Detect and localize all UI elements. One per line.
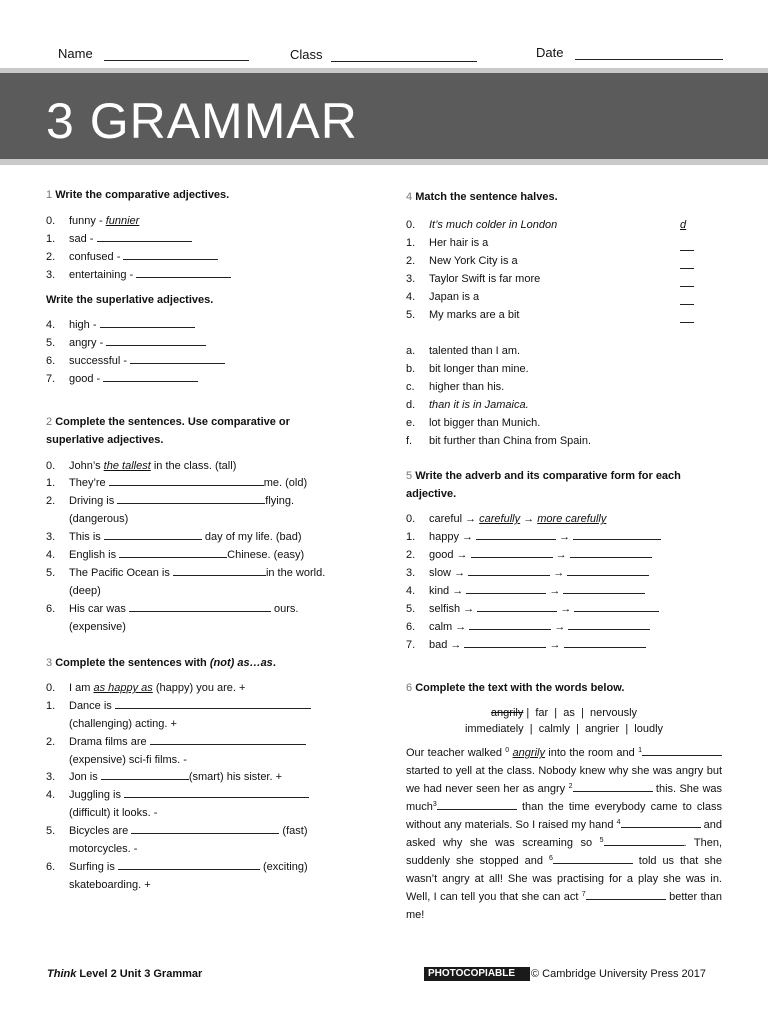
list-item: 1. happy → →: [406, 528, 661, 546]
arrow-icon: →: [454, 567, 466, 579]
ex6-instruction: 6 Complete the text with the words below.: [406, 682, 625, 694]
answer-blank[interactable]: [136, 267, 231, 278]
answer-blank[interactable]: [119, 547, 227, 558]
example-answer: carefully: [479, 513, 521, 525]
answer-blank[interactable]: [680, 258, 694, 269]
class-field[interactable]: [331, 61, 477, 62]
ex4-instruction: 4 Match the sentence halves.: [406, 191, 558, 203]
list-item: 5. Bicycles are (fast): [46, 825, 308, 837]
answer-blank[interactable]: [106, 335, 206, 346]
answer-blank[interactable]: [173, 565, 266, 576]
list-item: 5. angry -: [46, 334, 206, 352]
list-item: 3. This is day of my life. (bad): [46, 531, 302, 543]
list-item: 0. John’s the tallest in the class. (tall): [46, 460, 237, 472]
answer-blank[interactable]: [477, 601, 557, 612]
list-item-hint: (expensive): [69, 621, 126, 633]
list-item-hint: (dangerous): [69, 513, 129, 525]
list-item: 7. bad → →: [406, 636, 646, 654]
answer-blank[interactable]: [466, 583, 546, 594]
list-item: c. higher than his.: [406, 381, 505, 393]
arrow-icon: →: [450, 639, 462, 651]
ex2-instruction: 2 Complete the sentences. Use comparative or superlative adjectives.: [46, 416, 290, 446]
example-answer: the tallest: [103, 460, 151, 472]
list-item: a. talented than I am.: [406, 345, 521, 357]
answer-blank[interactable]: [129, 601, 271, 612]
list-item: 0. I am as happy as (happy) you are. +: [46, 682, 246, 694]
answer-blank[interactable]: [680, 276, 694, 287]
answer-blank[interactable]: [123, 249, 218, 260]
answer-blank[interactable]: [570, 547, 652, 558]
ex1-number: 1: [46, 189, 53, 201]
list-item: 5. My marks are a bit: [406, 309, 520, 321]
name-field[interactable]: [104, 60, 249, 61]
list-item: 1. They’re me. (old): [46, 477, 308, 489]
answer-blank[interactable]: [117, 493, 265, 504]
list-item: 4. Juggling is: [46, 786, 309, 804]
arrow-icon: →: [560, 603, 572, 615]
list-item: 3. slow → →: [406, 564, 649, 582]
list-item: b. bit longer than mine.: [406, 363, 529, 375]
answer-blank[interactable]: [604, 835, 684, 846]
arrow-icon: →: [554, 621, 566, 633]
answer-blank[interactable]: [97, 231, 192, 242]
list-item: 2. confused -: [46, 248, 218, 266]
list-item-hint: (expensive) sci-fi films. -: [69, 754, 187, 766]
ex3-instruction: 3 Complete the sentences with (not) as…as.: [46, 657, 276, 669]
class-label: Class: [290, 47, 323, 62]
list-item: 6. His car was ours.: [46, 603, 299, 615]
arrow-icon: →: [549, 639, 561, 651]
list-item: 6. Surfing is (exciting): [46, 861, 308, 873]
answer-blank[interactable]: [680, 312, 694, 323]
arrow-icon: →: [559, 531, 571, 543]
arrow-icon: →: [465, 513, 477, 525]
list-item: d. than it is in Jamaica.: [406, 399, 529, 411]
list-item: 0. funny - funnier: [46, 215, 140, 227]
footer-course: Think Level 2 Unit 3 Grammar: [47, 968, 203, 980]
answer-blank[interactable]: [469, 619, 551, 630]
date-label: Date: [536, 45, 564, 60]
answer-blank[interactable]: [104, 529, 202, 540]
arrow-icon: →: [555, 549, 567, 561]
used-word: angrily: [490, 707, 524, 719]
arrow-icon: →: [462, 531, 474, 543]
answer-blank[interactable]: [131, 823, 279, 834]
example-answer: as happy as: [93, 682, 153, 694]
list-item-hint: (difficult) it looks. -: [69, 807, 158, 819]
list-item: 3. entertaining -: [46, 266, 231, 284]
list-item-hint: (challenging) acting. +: [69, 718, 177, 730]
name-label: Name: [58, 46, 93, 61]
answer-blank[interactable]: [150, 734, 306, 745]
arrow-icon: →: [452, 585, 464, 597]
answer-blank[interactable]: [573, 781, 653, 792]
list-item: 0. careful → carefully → more carefully: [406, 513, 607, 525]
answer-blank[interactable]: [564, 637, 646, 648]
list-item: 4. kind → →: [406, 582, 645, 600]
list-item: 2. New York City is a: [406, 255, 518, 267]
list-item-hint: skateboarding. +: [69, 879, 151, 891]
answer-blank[interactable]: [468, 565, 550, 576]
ex1-instruction: 1 Write the comparative adjectives.: [46, 189, 230, 201]
answer-blank[interactable]: [586, 889, 666, 900]
ex5-instruction: 5 Write the adverb and its comparative form for each adjective.: [406, 470, 681, 500]
answer-blank[interactable]: [553, 853, 633, 864]
list-item: 2. Drama films are: [46, 733, 306, 751]
answer-blank[interactable]: [101, 769, 189, 780]
ex1-instruction-2: Write the superlative adjectives.: [46, 294, 214, 306]
answer-blank[interactable]: [437, 799, 517, 810]
answer-blank[interactable]: [103, 371, 198, 382]
answer-blank[interactable]: [680, 240, 694, 251]
example-answer: angrily: [512, 747, 545, 759]
date-field[interactable]: [575, 59, 723, 60]
answer-blank[interactable]: [118, 859, 260, 870]
list-item: 1. sad -: [46, 230, 192, 248]
example-answer: funnier: [105, 215, 140, 227]
answer-blank[interactable]: [471, 547, 553, 558]
answer-blank[interactable]: [680, 294, 694, 305]
arrow-icon: →: [549, 585, 561, 597]
answer-blank[interactable]: [563, 583, 645, 594]
list-item: 3. Taylor Swift is far more: [406, 273, 541, 285]
answer-blank[interactable]: [100, 317, 195, 328]
arrow-icon: →: [553, 567, 565, 579]
list-item: 5. The Pacific Ocean is in the world.: [46, 567, 326, 579]
photocopiable-badge: PHOTOCOPIABLE: [424, 967, 530, 981]
list-item: e. lot bigger than Munich.: [406, 417, 541, 429]
list-item: 7. good -: [46, 370, 198, 388]
list-item: 2. good → →: [406, 546, 652, 564]
answer-blank[interactable]: [130, 353, 225, 364]
list-item: 1. Dance is: [46, 697, 311, 715]
arrow-icon: →: [463, 603, 475, 615]
example-answer: more carefully: [537, 513, 607, 525]
list-item: f. bit further than China from Spain.: [406, 435, 592, 447]
list-item: 3. Jon is (smart) his sister. +: [46, 771, 283, 783]
list-item: 6. calm → →: [406, 618, 650, 636]
list-item-hint: (deep): [69, 585, 101, 597]
example-answer: d: [680, 219, 687, 231]
answer-blank[interactable]: [567, 565, 649, 576]
answer-blank[interactable]: [464, 637, 546, 648]
answer-blank[interactable]: [621, 817, 701, 828]
list-item: 5. selfish → →: [406, 600, 659, 618]
title-band-bottom-stripe: [0, 159, 768, 165]
arrow-icon: →: [455, 621, 467, 633]
list-item: 2. Driving is flying.: [46, 495, 295, 507]
answer-blank[interactable]: [568, 619, 650, 630]
answer-blank[interactable]: [124, 787, 309, 798]
list-item: 0. It’s much colder in London: [406, 219, 558, 231]
page-title: 3 GRAMMAR: [46, 93, 358, 149]
answer-blank[interactable]: [573, 529, 661, 540]
list-item-hint: motorcycles. -: [69, 843, 138, 855]
answer-blank[interactable]: [115, 698, 311, 709]
answer-blank[interactable]: [642, 745, 722, 756]
copyright: © Cambridge University Press 2017: [531, 968, 707, 980]
gap-fill-text: Our teacher walked $^0$ angrily into the room and $^1$ started to yell at the class. Nobody knew why she was angry but we had never seen her as angry $^2$ this. She was much$^3$ than the time everybody came to class without any materials. So I raised my hand $^4$ and asked why she was screaming so $^5$ . Then, suddenly she stopped and $^6$ told us that she wasn’t angry at all! She was practising for a play she was in. Well, I can tell you that she can act $^7$ better than me!: [406, 747, 723, 921]
list-item: 4. high -: [46, 316, 195, 334]
list-item: 1. Her hair is a: [406, 237, 489, 249]
arrow-icon: →: [456, 549, 468, 561]
word-box: angrily | far | as | nervously immediately | calmly | angrier | loudly: [464, 707, 664, 735]
answer-blank[interactable]: [574, 601, 659, 612]
list-item: 4. English is Chinese. (easy): [46, 549, 305, 561]
list-item: 6. successful -: [46, 352, 225, 370]
answer-blank[interactable]: [476, 529, 556, 540]
list-item: 4. Japan is a: [406, 291, 480, 303]
arrow-icon: →: [523, 513, 535, 525]
answer-blank[interactable]: [109, 475, 264, 486]
